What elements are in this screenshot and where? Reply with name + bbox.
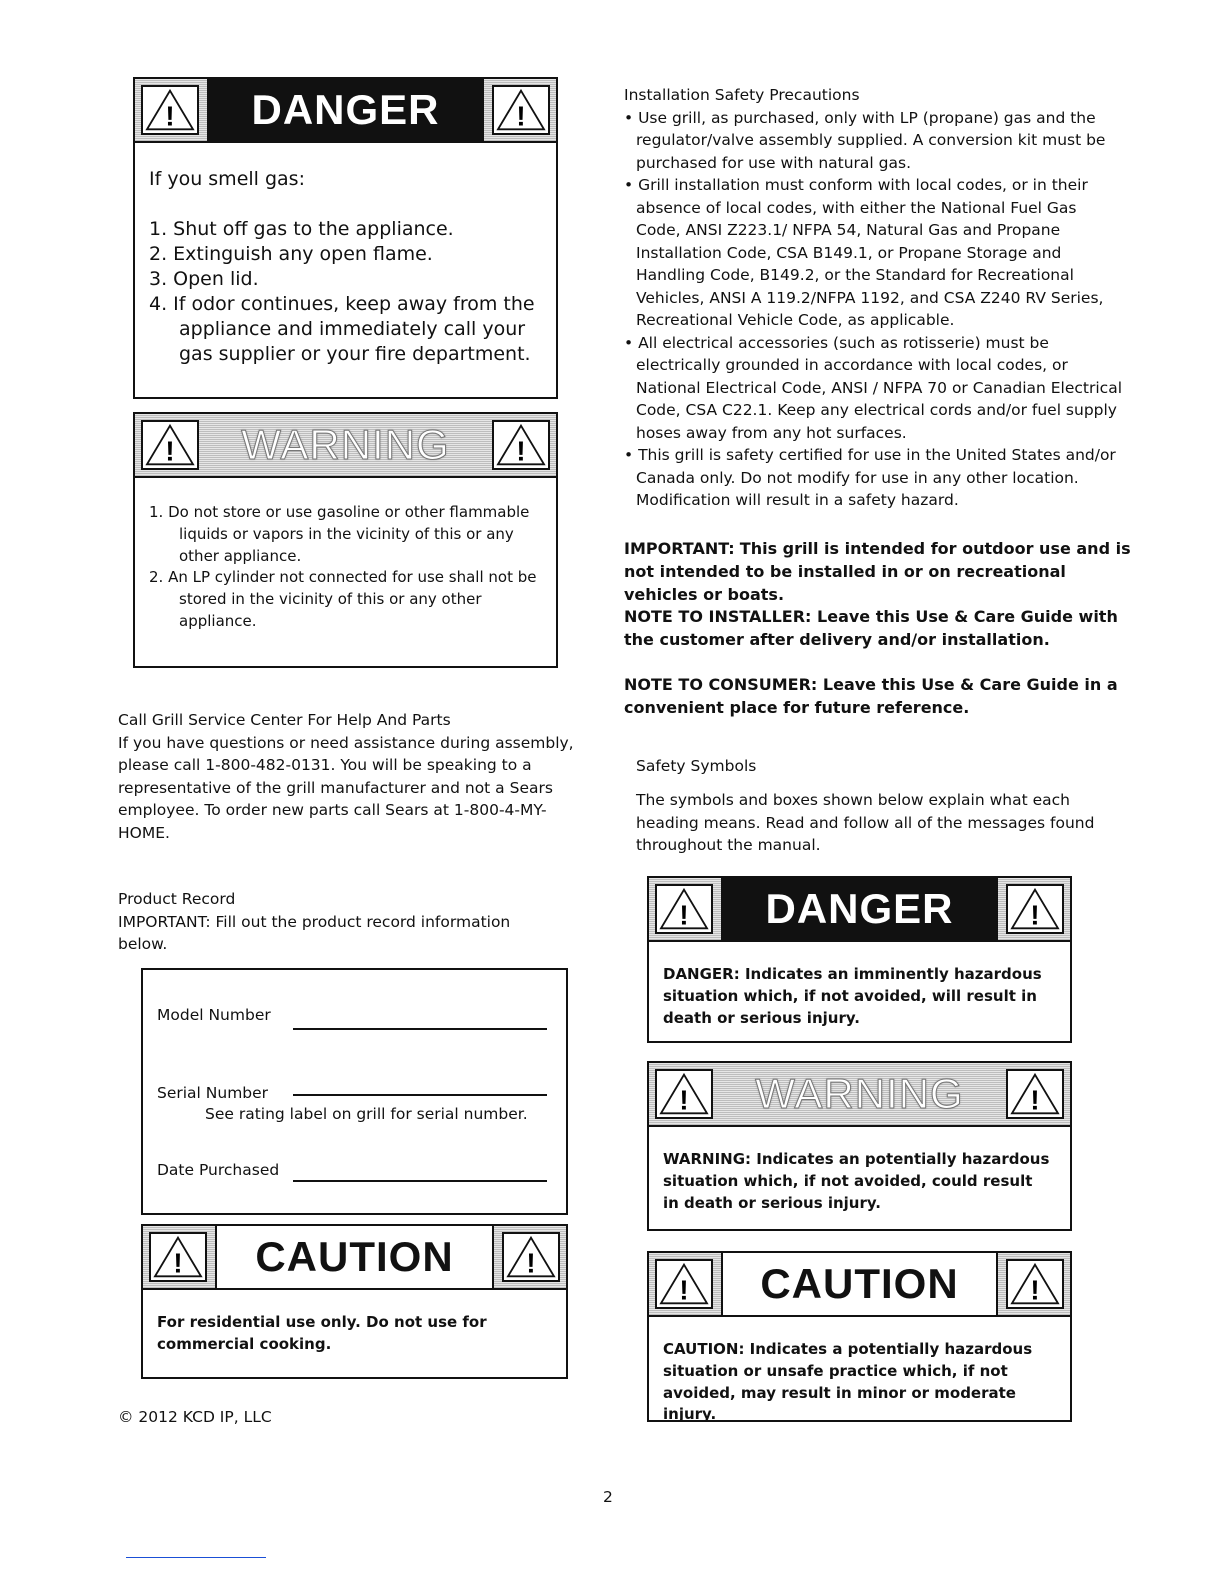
caution-definition-body [649, 1315, 1070, 1424]
danger-body [135, 141, 556, 397]
installer-text: Leave this Use & Care Guide with the customer after delivery and/or installation. [624, 607, 1118, 649]
installer-note [624, 605, 1124, 651]
warning-triangle-icon [1006, 884, 1064, 934]
danger-signal-word: DANGER [721, 878, 998, 940]
svg-text:!: ! [1030, 1274, 1040, 1306]
warning-triangle-icon [141, 85, 199, 135]
warning-list [149, 502, 544, 633]
warning-definition: WARNING: Indicates an potentially hazardous situation which, if not avoided, could result in death or serious injury. [663, 1150, 1050, 1212]
danger-definition-box [647, 876, 1072, 1043]
warning-box [133, 412, 558, 668]
installer-label: NOTE TO INSTALLER: [624, 607, 812, 626]
caution-definition-box [647, 1251, 1072, 1422]
page-number: 2 [603, 1488, 613, 1506]
installation-item: • Grill installation must conform with local codes, or in their absence of local codes, with either the National Fuel Gas Code, ANSI Z223.1/ NFPA 54, Natural Gas and Propane Installation Code, CSA B149.1, or Propane Storage and Handling Code, B149.2, or the Standard for Recreational Vehicles, ANSI A 119.2/NFPA 1192, and CSA Z240 RV Series, Recreational Vehicle Code, as applicable. [624, 176, 1104, 329]
installation-list [624, 107, 1124, 512]
danger-signal-word: DANGER [207, 79, 484, 141]
caution-text: For residential use only. Do not use for commercial cooking. [157, 1313, 487, 1353]
product-record-form [141, 968, 568, 1215]
warning-triangle-icon [655, 1259, 713, 1309]
service-body: If you have questions or need assistance during assembly, please call 1-800-482-0131. You will be speaking to a representative of the grill manufacturer and not a Sears employee. To order new parts call Sears at 1-800-4-MY-HOME. [118, 733, 574, 842]
installation-item: • This grill is safety certified for use in the United States and/or Canada only. Do not modify for use in any other location. Modification will result in a safety hazard. [624, 446, 1116, 509]
date-purchased-label: Date Purchased [157, 1161, 280, 1179]
warning-triangle-icon [149, 1232, 207, 1282]
warning-definition-body [649, 1125, 1070, 1229]
installation-heading: Installation Safety Precautions [624, 86, 860, 104]
safety-symbols-body: The symbols and boxes shown below explain what each heading means. Read and follow all of the messages found throughout the manual. [636, 791, 1095, 854]
svg-text:!: ! [679, 1274, 689, 1306]
consumer-note [624, 673, 1124, 719]
danger-item: 4. If odor continues, keep away from the appliance and immediately call your gas supplier or your fire department. [149, 293, 535, 365]
caution-signal-word: CAUTION [215, 1226, 494, 1288]
service-section [118, 709, 588, 844]
copyright: © 2012 KCD IP, LLC [118, 1408, 272, 1426]
product-record-heading: Product Record [118, 890, 236, 908]
warning-triangle-icon [492, 420, 550, 470]
danger-definition: DANGER: Indicates an imminently hazardous situation which, if not avoided, will result in death or serious injury. [663, 965, 1042, 1027]
caution-box [141, 1224, 568, 1379]
product-record-instruction: IMPORTANT: Fill out the product record information below. [118, 912, 511, 953]
serial-number-field[interactable] [293, 1094, 547, 1096]
caution-body [143, 1288, 566, 1377]
danger-definition-body [649, 940, 1070, 1041]
date-purchased-field[interactable] [293, 1180, 547, 1182]
svg-text:!: ! [165, 100, 175, 132]
consumer-text: Leave this Use & Care Guide in a convenient place for future reference. [624, 675, 1118, 717]
svg-text:!: ! [516, 435, 526, 467]
warning-triangle-icon [1006, 1259, 1064, 1309]
svg-text:!: ! [679, 899, 689, 931]
svg-text:!: ! [165, 435, 175, 467]
important-label: IMPORTANT: [624, 539, 735, 558]
svg-text:!: ! [1030, 899, 1040, 931]
consumer-label: NOTE TO CONSUMER: [624, 675, 818, 694]
page-link-underline [126, 1557, 266, 1558]
danger-list [149, 217, 554, 367]
product-record-section [118, 888, 548, 956]
installation-item: • Use grill, as purchased, only with LP (propane) gas and the regulator/valve assembly supplied. A conversion kit must be purchased for use with natural gas. [624, 108, 1106, 172]
installation-item: • All electrical accessories (such as rotisserie) must be electrically grounded in accordance with local codes, or National Electrical Code, ANSI / NFPA 70 or Canadian Electrical Code, CSA C22.1. Keep any electrical cords and/or fuel supply hoses away from any hot surfaces. [624, 333, 1123, 442]
danger-intro: If you smell gas: [149, 168, 305, 190]
svg-text:!: ! [516, 100, 526, 132]
svg-text:!: ! [679, 1084, 689, 1116]
warning-triangle-icon [492, 85, 550, 135]
warning-signal-word: WARNING [241, 421, 450, 468]
warning-body [135, 476, 556, 666]
model-number-field[interactable] [293, 1028, 547, 1030]
danger-item: 2. Extinguish any open flame. [149, 243, 433, 265]
svg-text:!: ! [1030, 1084, 1040, 1116]
important-text: This grill is intended for outdoor use and is not intended to be installed in or on recreational vehicles or boats. [624, 539, 1131, 604]
warning-triangle-icon [141, 420, 199, 470]
warning-definition-box [647, 1061, 1072, 1231]
warning-triangle-icon [502, 1232, 560, 1282]
warning-item: 1. Do not store or use gasoline or other flammable liquids or vapors in the vicinity of this or any other appliance. [149, 503, 530, 565]
service-heading: Call Grill Service Center For Help And Parts [118, 711, 451, 729]
serial-number-note: See rating label on grill for serial number. [205, 1105, 528, 1123]
warning-triangle-icon [655, 1069, 713, 1119]
warning-triangle-icon [1006, 1069, 1064, 1119]
danger-item: 3. Open lid. [149, 268, 259, 290]
warning-signal-word: WARNING [755, 1070, 964, 1117]
danger-box [133, 77, 558, 399]
caution-signal-word: CAUTION [721, 1253, 998, 1315]
warning-triangle-icon [655, 884, 713, 934]
warning-item: 2. An LP cylinder not connected for use shall not be stored in the vicinity of this or any other appliance. [149, 568, 537, 630]
model-number-label: Model Number [157, 1006, 271, 1024]
serial-number-label: Serial Number [157, 1084, 269, 1102]
important-note [624, 537, 1144, 606]
installation-section [624, 84, 1124, 512]
svg-text:!: ! [526, 1247, 536, 1279]
safety-symbols-heading: Safety Symbols [636, 757, 757, 775]
caution-definition: CAUTION: Indicates a potentially hazardous situation or unsafe practice which, if not avoided, may result in minor or moderate injury. [663, 1340, 1033, 1424]
danger-item: 1. Shut off gas to the appliance. [149, 218, 454, 240]
svg-text:!: ! [173, 1247, 183, 1279]
